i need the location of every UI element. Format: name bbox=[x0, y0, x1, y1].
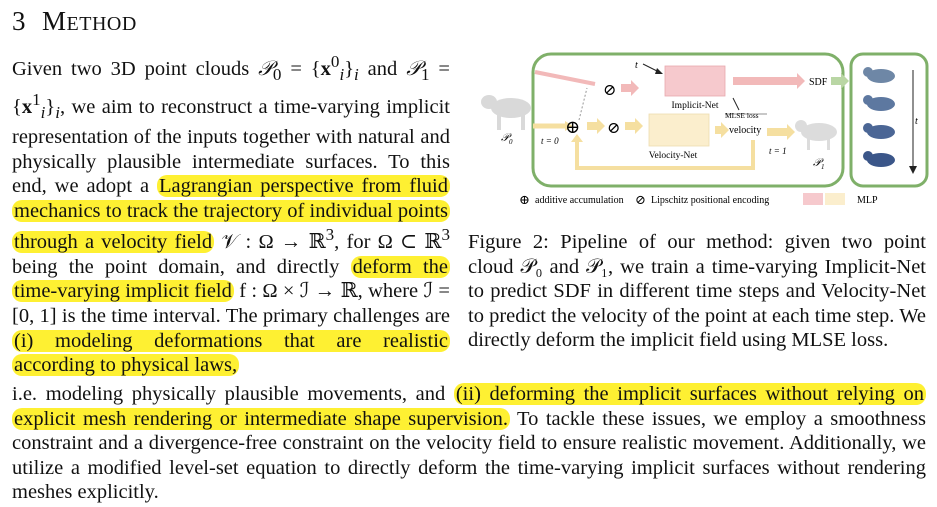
legend-mlp-cream bbox=[825, 193, 845, 205]
legend-lipschitz-icon: ⊘ bbox=[635, 192, 646, 207]
figure-caption: Figure 2: Pipeline of our method: given two point cloud 𝒫₀ and 𝒫₁, we train a time-varying Implicit-Net to predict SDF in different time steps and Velocity-Net to predict the velocity of the point at each time step. We directly deform the implicit field using MLSE loss. bbox=[468, 231, 926, 352]
text-span: , we aim to reconstruct a time-varying implicit representation of the inputs together with natural and physically plausible intermediate surfaces. To this end, we adopt a bbox=[12, 95, 450, 198]
legend-additive-icon: ⊕ bbox=[519, 192, 530, 207]
velocity-label: velocity bbox=[729, 125, 762, 136]
method-paragraph-full bbox=[12, 382, 926, 505]
mlse-loss-label: MLSE loss bbox=[725, 111, 759, 120]
math-sub: 1 bbox=[420, 64, 430, 84]
text-span: being the point domain, and directly bbox=[12, 255, 351, 278]
velocity-net-label: Velocity-Net bbox=[648, 151, 698, 161]
point-cloud-p0 bbox=[481, 95, 531, 130]
pipeline-figure bbox=[467, 48, 929, 216]
section-title-initial: M bbox=[42, 6, 67, 36]
section-title-rest: ETHOD bbox=[66, 13, 137, 35]
math-sub-i: i bbox=[40, 102, 46, 122]
highlight-lagrangian: Lagrangian perspective from fluid mechanics to track the trajectory of individual points through a velocity field bbox=[14, 175, 448, 254]
math-span: , for Ω ⊂ ℝ bbox=[334, 231, 442, 254]
math-sup: 3 bbox=[325, 225, 335, 245]
math-sub-i: i bbox=[55, 102, 60, 122]
math-span: } bbox=[344, 57, 355, 80]
label-p1: 𝒫$_1$ bbox=[813, 157, 825, 171]
label-t1: t = 1 bbox=[769, 146, 787, 156]
text-span: and bbox=[358, 57, 407, 80]
text-span: f : Ω × ℐ → ℝ, where ℐ = [0, 1] is the time interval. The primary challenges are bbox=[12, 280, 450, 328]
math-span: = { bbox=[281, 57, 321, 80]
highlight-challenge-2: (ii) deforming the implicit surfaces without relying on explicit mesh rendering or intermediate shape supervision. bbox=[14, 383, 924, 430]
legend-additive-text: additive accumulation bbox=[535, 195, 624, 206]
math-p1: 𝒫 bbox=[406, 57, 421, 80]
legend-lipschitz-text: Lipschitz positional encoding bbox=[651, 195, 770, 206]
additive-accumulation-icon: ⊕ bbox=[565, 117, 581, 137]
math-x: x bbox=[21, 95, 33, 118]
highlight-challenge-1: (i) modeling deformations that are realistic according to physical laws, bbox=[14, 329, 448, 377]
label-p0: 𝒫$_0$ bbox=[501, 132, 513, 146]
text-span: To tackle these issues, we employ a smoothness constraint and a divergence-free constraint on the velocity field to ensure realistic movement. Additionally, we utilize a modified level-set equation to directly deform the time-varying implicit surfaces without rendering meshes explicitly. bbox=[12, 407, 926, 504]
lipschitz-encoding-icon-top: ⊘ bbox=[603, 82, 617, 99]
label-t: t bbox=[635, 60, 638, 71]
lipschitz-encoding-icon: ⊘ bbox=[607, 120, 621, 137]
math-x: x bbox=[320, 57, 331, 80]
section-heading bbox=[12, 6, 137, 37]
output-shapes bbox=[863, 67, 895, 167]
highlight-deform: deform the time-varying implicit field bbox=[14, 255, 448, 303]
legend-mlp-text: MLP bbox=[857, 195, 878, 206]
sdf-label: SDF bbox=[809, 77, 828, 88]
math-p0: 𝒫 bbox=[258, 57, 273, 80]
section-number: 3 bbox=[12, 6, 26, 36]
point-cloud-p1 bbox=[795, 120, 837, 150]
text-span: Given two 3D point clouds bbox=[12, 57, 259, 80]
label-t0: t = 0 bbox=[541, 136, 559, 146]
math-span: 𝒱 : Ω → ℝ bbox=[214, 231, 326, 254]
math-sub-i: i bbox=[339, 64, 345, 84]
math-span: = { bbox=[12, 57, 450, 118]
math-sub: 0 bbox=[272, 64, 282, 84]
math-sup: 1 bbox=[32, 89, 41, 109]
text-span: i.e. modeling physically plausible movements, and bbox=[12, 383, 454, 405]
math-sup: 0 bbox=[330, 52, 340, 71]
velocity-net-mlp bbox=[649, 114, 709, 146]
label-t-output: t bbox=[915, 116, 918, 127]
math-sub-i: i bbox=[354, 64, 359, 84]
implicit-net-mlp bbox=[665, 66, 725, 96]
math-span: } bbox=[45, 95, 56, 118]
math-sup: 3 bbox=[441, 225, 450, 245]
method-paragraph-left bbox=[12, 50, 450, 378]
implicit-net-label: Implicit-Net bbox=[671, 101, 719, 111]
legend-mlp-pink bbox=[803, 193, 823, 205]
